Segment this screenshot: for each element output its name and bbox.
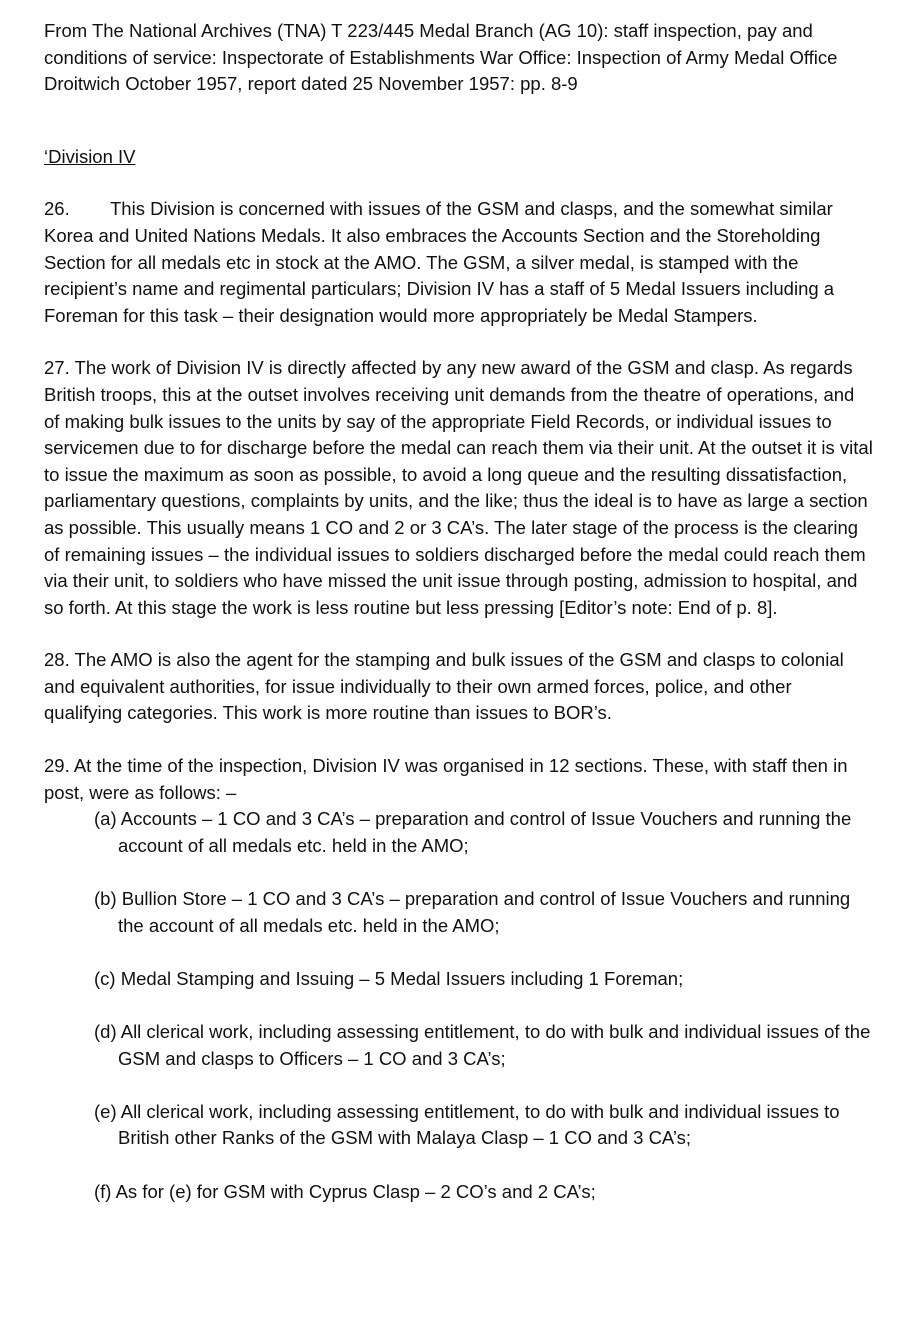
list-item: (e) All clerical work, including assessing entitlement, to do with bulk and individual issues to British other Ranks of the GSM with Malaya Clasp – 1 CO and 3 CA’s; [94, 1100, 840, 1149]
paragraph-27: 27. The work of Division IV is directly affected by any new award of the GSM and clasp. As regards British troops, this at the outset involves receiving unit demands from the theatre of operations, and of making bulk issues to the units by say of the appropriate Field Records, or individual issues to servicemen due to for discharge before the medal can reach them via their unit. At the outset it is vital to issue the maximum as soon as possible, to avoid a long queue and the resulting dissatisfaction, parliamentary questions, complaints by units, and the like; thus the ideal is to have as large a section as possible. This usually means 1 CO and 2 or 3 CA’s. The later stage of the process is the clearing of remaining issues – the individual issues to soldiers discharged before the medal could reach them via their unit, to soldiers who have missed the unit issue through posting, admission to hospital, and so forth. At this stage the work is less routine but less pressing [Editor’s note: End of p. 8]. [44, 357, 873, 618]
paragraph-28: 28. The AMO is also the agent for the stamping and bulk issues of the GSM and clasps to colonial and equivalent authorities, for issue individually to their own armed forces, police, and other qualifying categories. This work is more routine than issues to BOR’s. [44, 649, 844, 724]
paragraph-29: 29. At the time of the inspection, Division IV was organised in 12 sections. These, with staff then in post, were as follows: – [44, 755, 848, 803]
spacer [44, 98, 874, 144]
paragraph-26-number: 26. [44, 198, 70, 220]
paragraph-26-text: This Division is concerned with issues of the GSM and clasps, and the somewhat similar Korea and United Nations Medals. It also embraces the Accounts Section and the Storeholding Section for all medals etc in stock at the AMO. The GSM, a silver medal, is stamped with the recipient’s name and regimental particulars; Division IV has a staff of 5 Medal Issuers including a Foreman for this task – their designation would more appropriately be Medal Stampers. [44, 198, 835, 326]
list-item: (b) Bullion Store – 1 CO and 3 CA’s – preparation and control of Issue Vouchers and running the account of all medals etc. held in the AMO; [94, 888, 851, 936]
source-citation: From The National Archives (TNA) T 223/445 Medal Branch (AG 10): staff inspection, pay and conditions of service: Inspectorate of Establishments War Office: Inspection of Army Medal Office Droitwich October 1957, report dated 25 November 1957: pp. 8-9 [44, 20, 838, 95]
list-item: (d) All clerical work, including assessing entitlement, to do with bulk and individual issues of the GSM and clasps to Officers – 1 CO and 3 CA’s; [94, 1021, 871, 1069]
list-item: (f) As for (e) for GSM with Cyprus Clasp – 2 CO’s and 2 CA’s; [94, 1180, 596, 1202]
division-heading: ‘Division IV [44, 145, 136, 167]
spacer [44, 621, 874, 647]
spacer [44, 329, 874, 355]
sections-list [44, 806, 874, 1205]
document-page [44, 18, 874, 1205]
list-item: (a) Accounts – 1 CO and 3 CA’s – preparation and control of Issue Vouchers and running the account of all medals etc. held in the AMO; [94, 808, 852, 856]
spacer [44, 170, 874, 196]
paragraph-26 [44, 196, 874, 329]
spacer [44, 727, 874, 753]
list-item: (c) Medal Stamping and Issuing – 5 Medal Issuers including 1 Foreman; [94, 967, 684, 989]
